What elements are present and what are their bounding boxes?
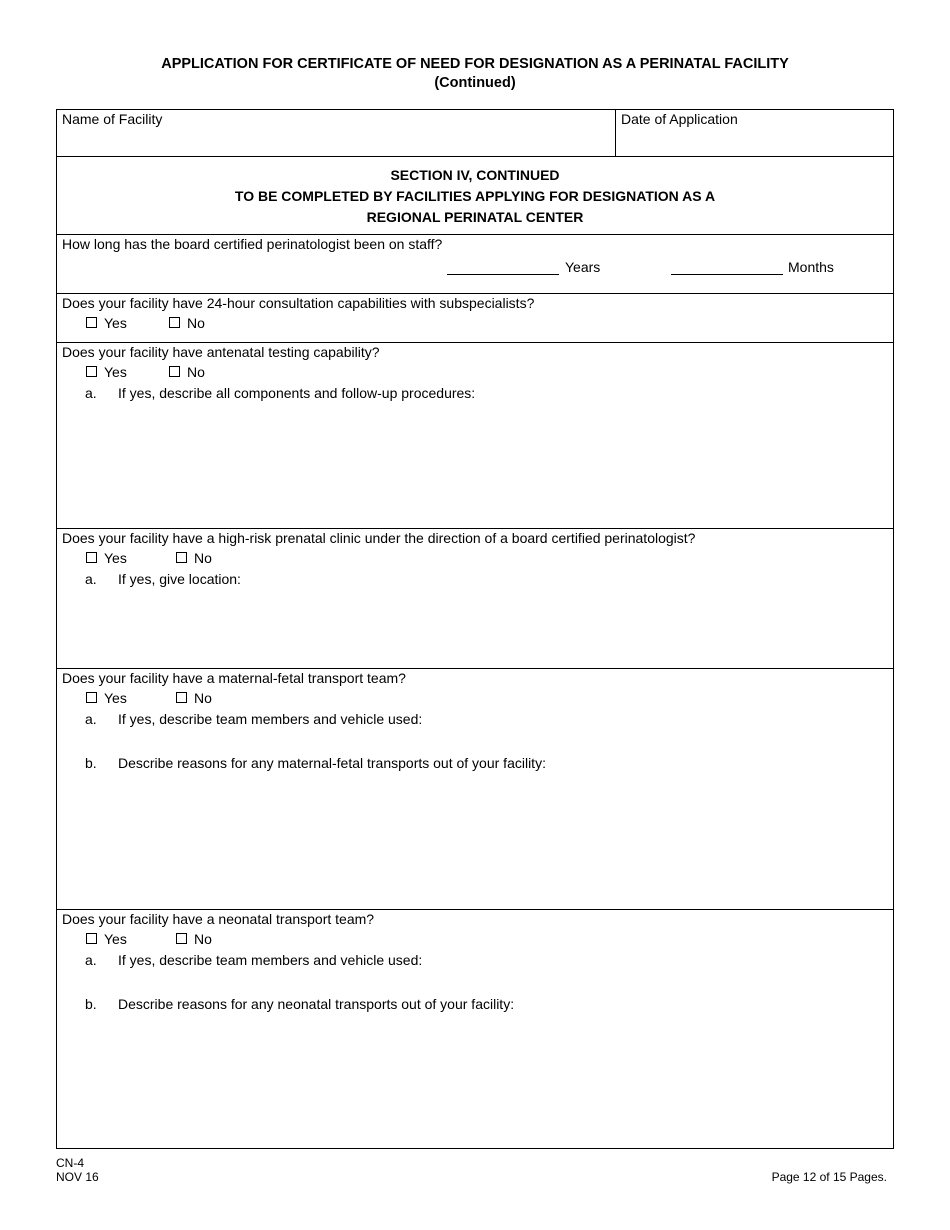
- maternal-item-b-text: Describe reasons for any maternal-fetal transports out of your facility:: [118, 755, 546, 771]
- name-of-facility-label: Name of Facility: [62, 111, 163, 127]
- neonatal-item-a-text: If yes, describe team members and vehicle used:: [118, 952, 423, 968]
- section-heading: SECTION IV, CONTINUED: [390, 167, 560, 183]
- row-divider: [57, 668, 893, 669]
- date-of-application-label: Date of Application: [621, 111, 738, 127]
- maternal-item-a-marker: a.: [85, 711, 97, 727]
- row-divider: [57, 909, 893, 910]
- form-revision: NOV 16: [56, 1170, 99, 1184]
- maternal-yes-label: Yes: [104, 690, 127, 706]
- maternal-item-b-marker: b.: [85, 755, 97, 771]
- antenatal-yes-label: Yes: [104, 364, 127, 380]
- clinic-no-checkbox[interactable]: [176, 552, 187, 563]
- maternal-transport-question: Does your facility have a maternal-fetal transport team?: [62, 670, 406, 686]
- neonatal-item-b-marker: b.: [85, 996, 97, 1012]
- clinic-yes-label: Yes: [104, 550, 127, 566]
- row-divider: [57, 293, 893, 294]
- antenatal-item-marker: a.: [85, 385, 97, 401]
- clinic-question: Does your facility have a high-risk prenatal clinic under the direction of a board certified perinatologist?: [62, 530, 696, 546]
- maternal-no-checkbox[interactable]: [176, 692, 187, 703]
- page-number: Page 12 of 15 Pages.: [771, 1170, 887, 1184]
- neonatal-item-b-text: Describe reasons for any neonatal transports out of your facility:: [118, 996, 515, 1012]
- neonatal-no-label: No: [194, 931, 212, 947]
- antenatal-item-text: If yes, describe all components and follow-up procedures:: [118, 385, 476, 401]
- application-form: [56, 109, 894, 1149]
- clinic-location-area[interactable]: [57, 592, 893, 668]
- months-label: Months: [788, 259, 834, 275]
- years-label: Years: [565, 259, 601, 275]
- neonatal-transport-question: Does your facility have a neonatal transport team?: [62, 911, 375, 927]
- months-input[interactable]: [671, 274, 783, 275]
- maternal-yes-checkbox[interactable]: [86, 692, 97, 703]
- neonatal-yes-checkbox[interactable]: [86, 933, 97, 944]
- maternal-no-label: No: [194, 690, 212, 706]
- antenatal-response-area[interactable]: [57, 406, 893, 528]
- consultation-yes-label: Yes: [104, 315, 127, 331]
- date-of-application-field[interactable]: [616, 128, 893, 155]
- maternal-response-area[interactable]: [57, 776, 893, 909]
- document-subtitle: (Continued): [434, 75, 516, 91]
- clinic-item-marker: a.: [85, 571, 97, 587]
- name-of-facility-field[interactable]: [57, 128, 614, 155]
- antenatal-question: Does your facility have antenatal testing capability?: [62, 344, 380, 360]
- consultation-no-label: No: [187, 315, 205, 331]
- years-input[interactable]: [447, 274, 559, 275]
- row-divider: [57, 342, 893, 343]
- antenatal-yes-checkbox[interactable]: [86, 366, 97, 377]
- consultation-question: Does your facility have 24-hour consultation capabilities with subspecialists?: [62, 295, 535, 311]
- form-code: CN-4: [56, 1156, 85, 1170]
- maternal-item-a-text: If yes, describe team members and vehicle used:: [118, 711, 423, 727]
- consultation-yes-checkbox[interactable]: [86, 317, 97, 328]
- neonatal-no-checkbox[interactable]: [176, 933, 187, 944]
- row-divider: [57, 528, 893, 529]
- tenure-question: How long has the board certified perinatologist been on staff?: [62, 236, 443, 252]
- clinic-item-text: If yes, give location:: [118, 571, 241, 587]
- antenatal-no-label: No: [187, 364, 205, 380]
- consultation-no-checkbox[interactable]: [169, 317, 180, 328]
- row-divider: [57, 156, 893, 157]
- section-subheading: TO BE COMPLETED BY FACILITIES APPLYING FOR DESIGNATION AS A: [234, 188, 716, 204]
- neonatal-response-area[interactable]: [57, 1017, 893, 1148]
- neonatal-yes-label: Yes: [104, 931, 127, 947]
- section-subheading-center: REGIONAL PERINATAL CENTER: [366, 209, 584, 225]
- document-title: APPLICATION FOR CERTIFICATE OF NEED FOR DESIGNATION AS A PERINATAL FACILITY: [161, 56, 789, 72]
- row-divider: [57, 234, 893, 235]
- clinic-yes-checkbox[interactable]: [86, 552, 97, 563]
- antenatal-no-checkbox[interactable]: [169, 366, 180, 377]
- clinic-no-label: No: [194, 550, 212, 566]
- neonatal-item-a-marker: a.: [85, 952, 97, 968]
